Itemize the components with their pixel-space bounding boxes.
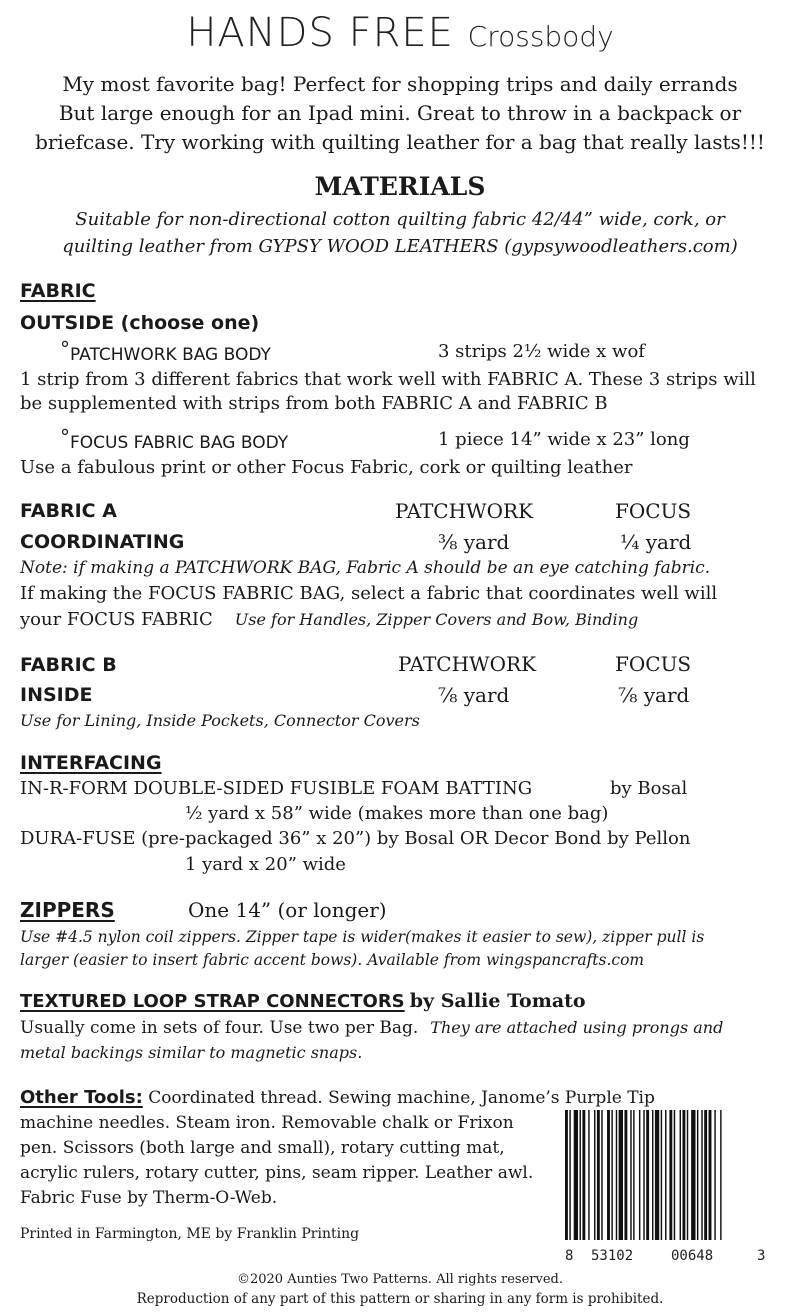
- barcode-bar: [597, 1110, 600, 1240]
- fabric-b-patchwork-yard: ⅞ yard: [438, 683, 510, 707]
- barcode-bar: [665, 1110, 666, 1240]
- zippers-value: One 14” (or longer): [188, 898, 387, 922]
- intro-line: My most favorite bag! Perfect for shopping trips and daily errands: [62, 72, 738, 96]
- barcode-bar: [661, 1110, 662, 1240]
- barcode-bar: [574, 1110, 578, 1240]
- barcode-image: [565, 1110, 770, 1240]
- barcode-bar: [630, 1110, 631, 1240]
- other-tools-line: pen. Scissors (both large and small), rotary cutting mat,: [20, 1138, 505, 1158]
- interfacing-line-3: DURA-FUSE (pre-packaged 36” x 20”) by Bosal OR Decor Bond by Pellon: [20, 828, 691, 849]
- bullet-icon: °: [60, 337, 70, 361]
- patchwork-label: PATCHWORK BAG BODY: [70, 345, 271, 365]
- bullet-icon: °: [60, 425, 70, 449]
- fabric-a-note-3a: your FOCUS FABRIC: [20, 609, 213, 630]
- patchwork-option: [60, 337, 271, 365]
- other-tools-line: acrylic rulers, rotary cutter, pins, seam ripper. Leather awl.: [20, 1163, 534, 1183]
- materials-note-line: quilting leather from GYPSY WOOD LEATHERS (gypsywoodleathers.com): [62, 236, 738, 257]
- barcode-bar: [697, 1110, 698, 1240]
- fabric-a-note-3b: Use for Handles, Zipper Covers and Bow, Binding: [234, 610, 639, 629]
- patchwork-qty: 3 strips 2½ wide x wof: [438, 341, 645, 362]
- fabric-a-heading: FABRIC A: [20, 500, 117, 522]
- other-tools-line: Fabric Fuse by Therm-O-Web.: [20, 1188, 278, 1208]
- focus-desc: Use a fabulous print or other Focus Fabric, cork or quilting leather: [20, 457, 633, 478]
- fabric-a-col-focus: FOCUS: [615, 499, 692, 523]
- connectors-heading: TEXTURED LOOP STRAP CONNECTORS: [20, 991, 405, 1012]
- barcode-bar: [594, 1110, 595, 1240]
- connectors-line-1b: They are attached using prongs and: [430, 1018, 724, 1037]
- barcode-bar: [588, 1110, 589, 1240]
- materials-note-line: Suitable for non-directional cotton quilting fabric 42/44” wide, cork, or: [75, 209, 725, 230]
- connectors-line-1a: Usually come in sets of four. Use two per Bag.: [20, 1018, 419, 1038]
- barcode-bar: [720, 1110, 721, 1240]
- fabric-b-heading: FABRIC B: [20, 654, 117, 676]
- intro-paragraph: [0, 70, 800, 157]
- connectors-heading-row: [20, 990, 586, 1012]
- fabric-a-note-2: If making the FOCUS FABRIC BAG, select a fabric that coordinates well will: [20, 583, 718, 604]
- connectors-line-2: metal backings similar to magnetic snaps.: [20, 1043, 363, 1062]
- barcode-bar: [704, 1110, 707, 1240]
- fabric-b-col-focus: FOCUS: [615, 652, 692, 676]
- fabric-b-note: Use for Lining, Inside Pockets, Connector Covers: [20, 711, 420, 730]
- barcode-bar: [619, 1110, 623, 1240]
- barcode-bar: [607, 1110, 610, 1240]
- barcode-bar: [669, 1110, 672, 1240]
- interfacing-line-1: IN-R-FORM DOUBLE-SIDED FUSIBLE FOAM BATTING: [20, 778, 533, 799]
- barcode-bar: [714, 1110, 715, 1240]
- fabric-a-note-3: [20, 609, 638, 630]
- focus-option: [60, 425, 289, 453]
- barcode-bar: [682, 1110, 685, 1240]
- other-tools-heading: Other Tools:: [20, 1087, 143, 1108]
- other-tools-line-1: [20, 1087, 655, 1108]
- fabric-a-note-1: Note: if making a PATCHWORK BAG, Fabric A should be an eye catching fabric.: [20, 558, 711, 578]
- fabric-a-subheading: COORDINATING: [20, 531, 185, 553]
- barcode-digit-2: 53102: [591, 1248, 634, 1264]
- materials-heading: MATERIALS: [314, 172, 486, 201]
- barcode-bar: [655, 1110, 659, 1240]
- barcode-bar: [633, 1110, 634, 1240]
- barcode-digit-4: 3: [757, 1248, 766, 1264]
- intro-line: But large enough for an Ipad mini. Great to throw in a backpack or: [58, 101, 742, 125]
- footer-copyright: ©2020 Aunties Two Patterns. All rights reserved.: [236, 1272, 563, 1287]
- interfacing-line-4: 1 yard x 20” wide: [185, 854, 346, 875]
- interfacing-heading: INTERFACING: [20, 752, 162, 774]
- other-tools-line: machine needles. Steam iron. Removable chalk or Frixon: [20, 1113, 514, 1133]
- fabric-b-subheading: INSIDE: [20, 684, 93, 706]
- connectors-line-1: [20, 1018, 723, 1038]
- barcode-bar: [639, 1110, 640, 1240]
- barcode-bar: [701, 1110, 702, 1240]
- fabric-b-focus-yard: ⅞ yard: [618, 683, 690, 707]
- title-main: HANDS FREE: [186, 10, 454, 56]
- interfacing-line-2: ½ yard x 58” wide (makes more than one bag): [185, 803, 609, 824]
- barcode-bar: [624, 1110, 627, 1240]
- interfacing-line-1-by: by Bosal: [610, 778, 688, 799]
- fabric-heading: FABRIC: [20, 280, 96, 302]
- page-title: [0, 10, 800, 56]
- zippers-heading: ZIPPERS: [20, 898, 115, 922]
- barcode-bar: [680, 1110, 681, 1240]
- barcode-bar: [580, 1110, 581, 1240]
- zippers-note-2: larger (easier to insert fabric accent bows). Available from wingspancrafts.com: [20, 951, 645, 969]
- barcode-digit-3: 00648: [671, 1248, 714, 1264]
- focus-label: FOCUS FABRIC BAG BODY: [70, 433, 289, 453]
- printed-credit: Printed in Farmington, ME by Franklin Printing: [20, 1226, 360, 1242]
- barcode-digit-1: 8: [565, 1248, 574, 1264]
- outside-heading: OUTSIDE (choose one): [20, 312, 260, 334]
- title-sub: Crossbody: [467, 20, 614, 53]
- barcode-bar: [569, 1110, 570, 1240]
- footer-reproduction: Reproduction of any part of this pattern or sharing in any form is prohibited.: [136, 1291, 664, 1307]
- connectors-by: by Sallie Tomato: [409, 990, 586, 1012]
- barcode-bar: [565, 1110, 568, 1240]
- barcode-bar: [616, 1110, 617, 1240]
- barcode-bar: [687, 1110, 688, 1240]
- focus-qty: 1 piece 14” wide x 23” long: [438, 429, 690, 450]
- fabric-a-col-patchwork: PATCHWORK: [395, 499, 534, 523]
- patchwork-desc-2: be supplemented with strips from both FABRIC A and FABRIC B: [20, 393, 608, 414]
- barcode-bar: [646, 1110, 649, 1240]
- fabric-b-col-patchwork: PATCHWORK: [398, 652, 537, 676]
- zippers-note-1: Use #4.5 nylon coil zippers. Zipper tape is wider(makes it easier to sew), zipper pull is: [20, 928, 705, 946]
- fabric-a-patchwork-yard: ⅜ yard: [438, 530, 510, 554]
- barcode-bar: [601, 1110, 602, 1240]
- other-tools-text: Coordinated thread. Sewing machine, Janome’s Purple Tip: [148, 1088, 655, 1108]
- patchwork-desc-1: 1 strip from 3 different fabrics that work well with FABRIC A. These 3 strips will: [20, 369, 756, 390]
- materials-note: [0, 206, 800, 260]
- barcode-bar: [611, 1110, 612, 1240]
- barcode-bar: [643, 1110, 644, 1240]
- barcode-bar: [674, 1110, 675, 1240]
- barcode-bar: [652, 1110, 653, 1240]
- fabric-a-focus-yard: ¼ yard: [620, 530, 692, 554]
- barcode-bar: [691, 1110, 695, 1240]
- intro-line: briefcase. Try working with quilting leather for a bag that really lasts!!!: [35, 130, 765, 154]
- barcode-bar: [709, 1110, 712, 1240]
- barcode-bar: [582, 1110, 585, 1240]
